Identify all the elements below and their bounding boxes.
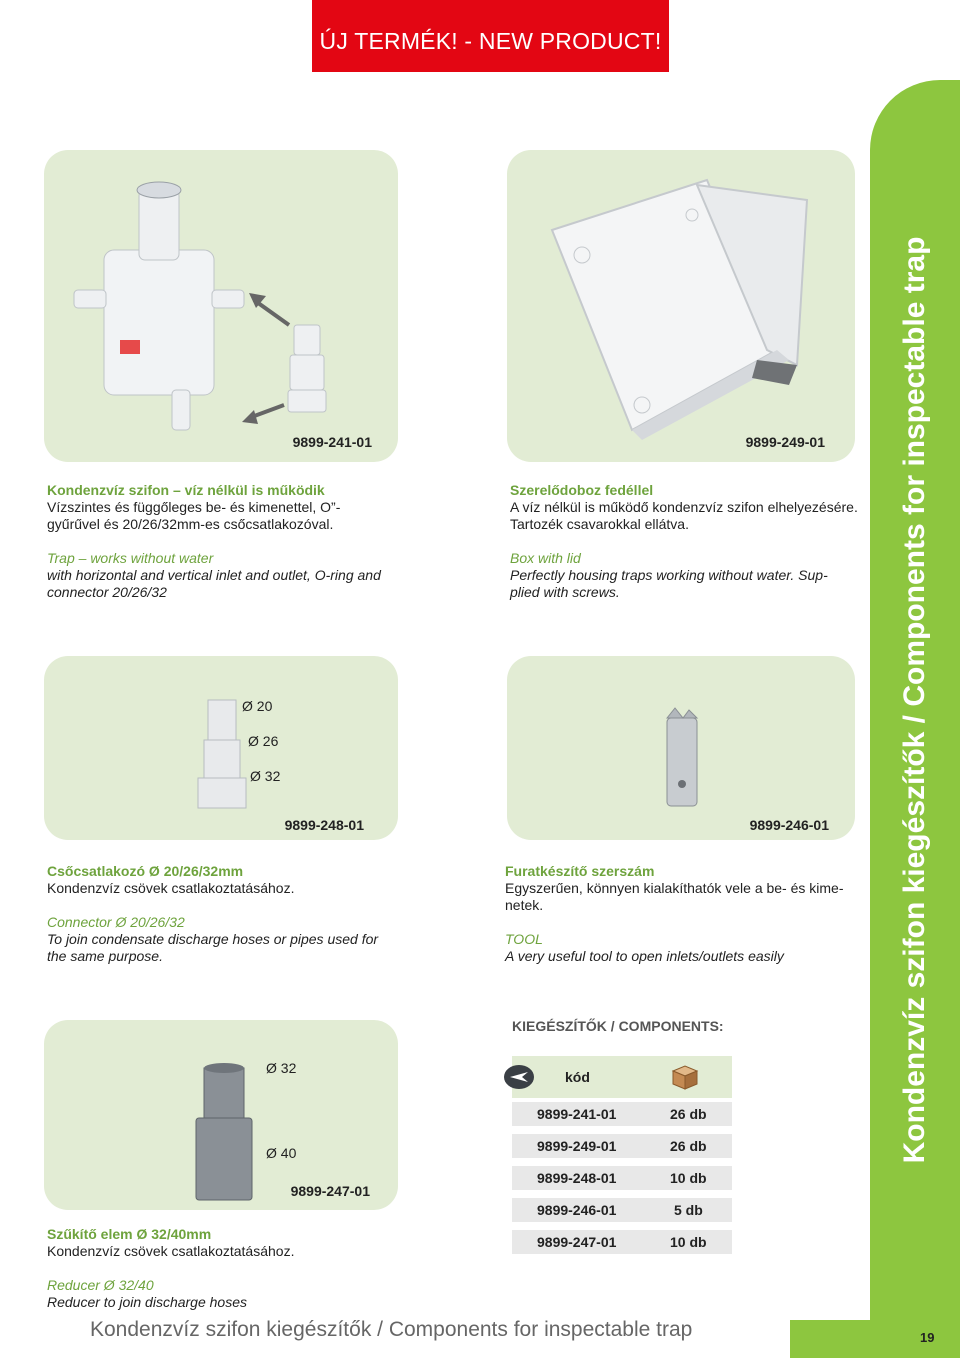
dimension-label: Ø 32 bbox=[250, 768, 281, 784]
dimension-label: Ø 40 bbox=[266, 1145, 297, 1161]
row-qty: 26 db bbox=[670, 1106, 707, 1122]
product-desc-tool bbox=[505, 863, 855, 965]
table-row bbox=[512, 1134, 732, 1158]
table-header bbox=[512, 1056, 732, 1098]
product-card-box bbox=[507, 150, 855, 462]
row-qty: 10 db bbox=[670, 1234, 707, 1250]
row-code: 9899-248-01 bbox=[537, 1170, 617, 1186]
box-image bbox=[507, 150, 855, 462]
row-code: 9899-249-01 bbox=[537, 1138, 617, 1154]
row-qty: 10 db bbox=[670, 1170, 707, 1186]
product-code: 9899-246-01 bbox=[749, 817, 829, 833]
product-code: 9899-241-01 bbox=[292, 434, 372, 450]
banner-title: ÚJ TERMÉK! - NEW PRODUCT! bbox=[319, 28, 662, 54]
en-line: connector 20/26/32 bbox=[47, 584, 167, 600]
footer-title: Kondenzvíz szifon kiegészítők / Components for inspectable trap bbox=[90, 1318, 693, 1341]
product-card-connector bbox=[44, 656, 398, 840]
hu-line: Kondenzvíz csövek csatlakoztatásához. bbox=[47, 880, 295, 896]
en-title: Reducer Ø 32/40 bbox=[47, 1277, 154, 1293]
product-desc-connector bbox=[47, 863, 407, 965]
product-card-tool bbox=[507, 656, 855, 840]
hu-line: Egyszerűen, könnyen kialakíthatók vele a be- és kime- bbox=[505, 880, 844, 896]
en-line: To join condensate discharge hoses or pipes used for bbox=[47, 931, 379, 947]
table-row bbox=[512, 1230, 732, 1254]
dimension-label: Ø 20 bbox=[242, 698, 273, 714]
sidebar-title: Kondenzvíz szifon kiegészítők / Components for inspectable trap bbox=[898, 236, 931, 1164]
table-row bbox=[512, 1166, 732, 1190]
hu-line: netek. bbox=[505, 897, 544, 913]
product-card-reducer bbox=[44, 1020, 398, 1210]
page-number: 19 bbox=[920, 1330, 935, 1345]
dimension-label: Ø 32 bbox=[266, 1060, 297, 1076]
hu-line: Vízszintes és függőleges be- és kimenettel, O”- bbox=[47, 499, 341, 515]
en-title: TOOL bbox=[505, 931, 543, 947]
hu-title: Csőcsatlakozó Ø 20/26/32mm bbox=[47, 863, 244, 879]
row-qty: 5 db bbox=[674, 1202, 703, 1218]
hu-title: Kondenzvíz szifon – víz nélkül is működik bbox=[47, 482, 325, 498]
hu-line: A víz nélkül is működő kondenzvíz szifon elhelyezésére. bbox=[510, 499, 858, 515]
en-line: the same purpose. bbox=[47, 948, 163, 964]
product-code: 9899-249-01 bbox=[745, 434, 825, 450]
en-line: Reducer to join discharge hoses bbox=[47, 1294, 248, 1310]
components-title: KIEGÉSZÍTŐK / COMPONENTS: bbox=[512, 1018, 724, 1034]
en-line: plied with screws. bbox=[510, 584, 620, 600]
product-card-trap bbox=[44, 150, 398, 462]
hu-title: Szerelődoboz fedéllel bbox=[510, 482, 654, 498]
en-line: Perfectly housing traps working without water. Sup- bbox=[510, 567, 828, 583]
row-qty: 26 db bbox=[670, 1138, 707, 1154]
row-code: 9899-241-01 bbox=[537, 1106, 617, 1122]
en-title: Connector Ø 20/26/32 bbox=[47, 914, 185, 930]
hu-line: Kondenzvíz csövek csatlakoztatásához. bbox=[47, 1243, 295, 1259]
page-number-box bbox=[790, 1320, 960, 1358]
trap-image bbox=[44, 150, 398, 462]
en-title: Box with lid bbox=[510, 550, 581, 566]
tool-image bbox=[507, 656, 855, 840]
table-row bbox=[512, 1102, 732, 1126]
hu-title: Szűkítő elem Ø 32/40mm bbox=[47, 1226, 212, 1242]
en-title: Trap – works without water bbox=[47, 550, 214, 566]
hu-line: Tartozék csavarokkal ellátva. bbox=[510, 516, 689, 532]
connector-image bbox=[44, 656, 398, 840]
table-row bbox=[512, 1198, 732, 1222]
product-code: 9899-247-01 bbox=[290, 1183, 370, 1199]
hu-title: Furatkészítő szerszám bbox=[505, 863, 655, 879]
row-code: 9899-247-01 bbox=[537, 1234, 617, 1250]
new-product-banner bbox=[312, 0, 669, 72]
product-code: 9899-248-01 bbox=[284, 817, 364, 833]
en-line: with horizontal and vertical inlet and outlet, O-ring and bbox=[47, 567, 381, 583]
reducer-image bbox=[44, 1020, 398, 1210]
row-code: 9899-246-01 bbox=[537, 1202, 617, 1218]
logo-icon bbox=[504, 1064, 534, 1090]
dimension-label: Ø 26 bbox=[248, 733, 279, 749]
product-desc-reducer bbox=[47, 1226, 407, 1311]
product-desc-trap bbox=[47, 482, 407, 601]
code-column-header: kód bbox=[565, 1069, 590, 1085]
hu-line: gyűrűvel és 20/26/32mm-es csőcsatlakozóval. bbox=[47, 516, 334, 532]
box-icon bbox=[670, 1063, 700, 1091]
en-line: A very useful tool to open inlets/outlets easily bbox=[505, 948, 784, 964]
product-desc-box bbox=[510, 482, 860, 601]
